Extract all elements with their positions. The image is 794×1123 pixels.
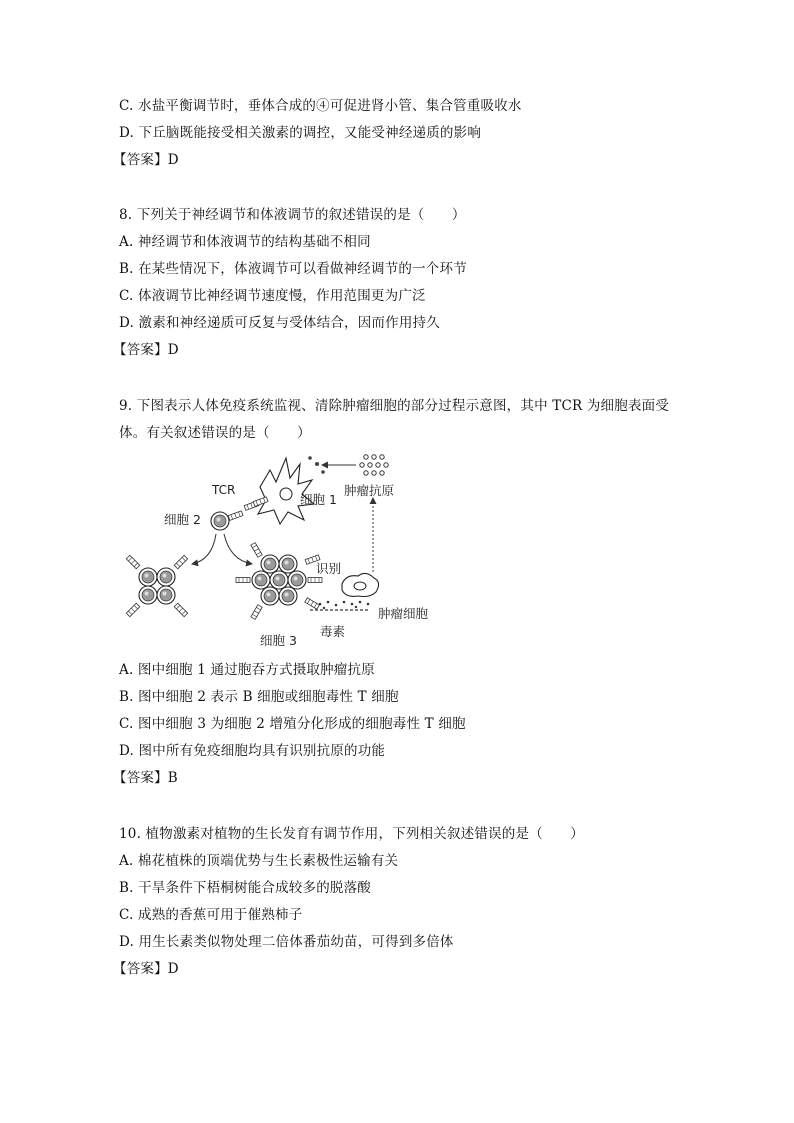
q9-option-d: D. 图中所有免疫细胞均具有识别抗原的功能 xyxy=(119,743,386,759)
cell-3-cluster xyxy=(236,543,322,620)
tumor-cell-shape xyxy=(342,573,379,596)
prev-option-d: D. 下丘脑既能接受相关激素的调控，又能受神经递质的影响 xyxy=(119,125,482,141)
q10-option-b: B. 干旱条件下梧桐树能合成较多的脱落酸 xyxy=(119,880,372,896)
q8-option-d: D. 激素和神经递质可反复与受体结合，因而作用持久 xyxy=(119,315,440,331)
prev-answer: 【答案】D xyxy=(113,152,179,168)
q9-option-c: C. 图中细胞 3 为细胞 2 增殖分化形成的细胞毒性 T 细胞 xyxy=(119,716,466,732)
q10-stem: 10. 植物激素对植物的生长发育有调节作用，下列相关叙述错误的是（ ） xyxy=(119,826,584,842)
cell-1-shape xyxy=(258,456,325,524)
prev-option-c: C. 水盐平衡调节时，垂体合成的④可促进肾小管、集合管重吸收水 xyxy=(119,98,522,114)
antigen-dots xyxy=(360,455,388,475)
q9-option-a: A. 图中细胞 1 通过胞吞方式摄取肿瘤抗原 xyxy=(119,662,375,678)
q9-stem-line2: 体。有关叙述错误的是（ ） xyxy=(119,425,311,441)
q8-option-b: B. 在某些情况下，体液调节可以看做神经调节的一个环节 xyxy=(119,261,467,277)
label-cell-1: 细胞 1 xyxy=(300,492,337,507)
q9-option-b: B. 图中细胞 2 表示 B 细胞或细胞毒性 T 细胞 xyxy=(119,689,399,705)
q9-stem-line1: 9. 下图表示人体免疫系统监视、清除肿瘤细胞的部分过程示意图，其中 TCR 为细胞表面受 xyxy=(119,398,670,414)
q8-answer: 【答案】D xyxy=(113,342,179,358)
q10-option-d: D. 用生长素类似物处理二倍体番茄幼苗，可得到多倍体 xyxy=(119,934,454,950)
label-toxin: 毒素 xyxy=(320,624,346,639)
toxin-dots xyxy=(319,601,370,610)
q8-option-c: C. 体液调节比神经调节速度慢，作用范围更为广泛 xyxy=(119,288,426,304)
immune-diagram xyxy=(120,452,450,652)
label-tumor-cell: 肿瘤细胞 xyxy=(378,606,429,621)
left-cluster xyxy=(126,555,187,616)
label-recognize: 识别 xyxy=(316,561,342,576)
q10-option-a: A. 棉花植株的顶端优势与生长素极性运输有关 xyxy=(119,853,399,869)
arrow-right xyxy=(224,534,252,564)
q9-answer: 【答案】B xyxy=(113,770,178,786)
q10-option-c: C. 成熟的香蕉可用于催熟柿子 xyxy=(119,907,303,923)
q8-stem: 8. 下列关于神经调节和体液调节的叙述错误的是（ ） xyxy=(119,207,466,223)
label-antigen: 肿瘤抗原 xyxy=(344,483,395,498)
label-cell-3: 细胞 3 xyxy=(260,633,297,648)
q8-option-a: A. 神经调节和体液调节的结构基础不相同 xyxy=(119,234,371,250)
arrow-left xyxy=(192,534,216,564)
q10-answer: 【答案】D xyxy=(113,961,179,977)
label-tcr: TCR xyxy=(212,483,236,497)
label-cell-2: 细胞 2 xyxy=(164,512,201,527)
